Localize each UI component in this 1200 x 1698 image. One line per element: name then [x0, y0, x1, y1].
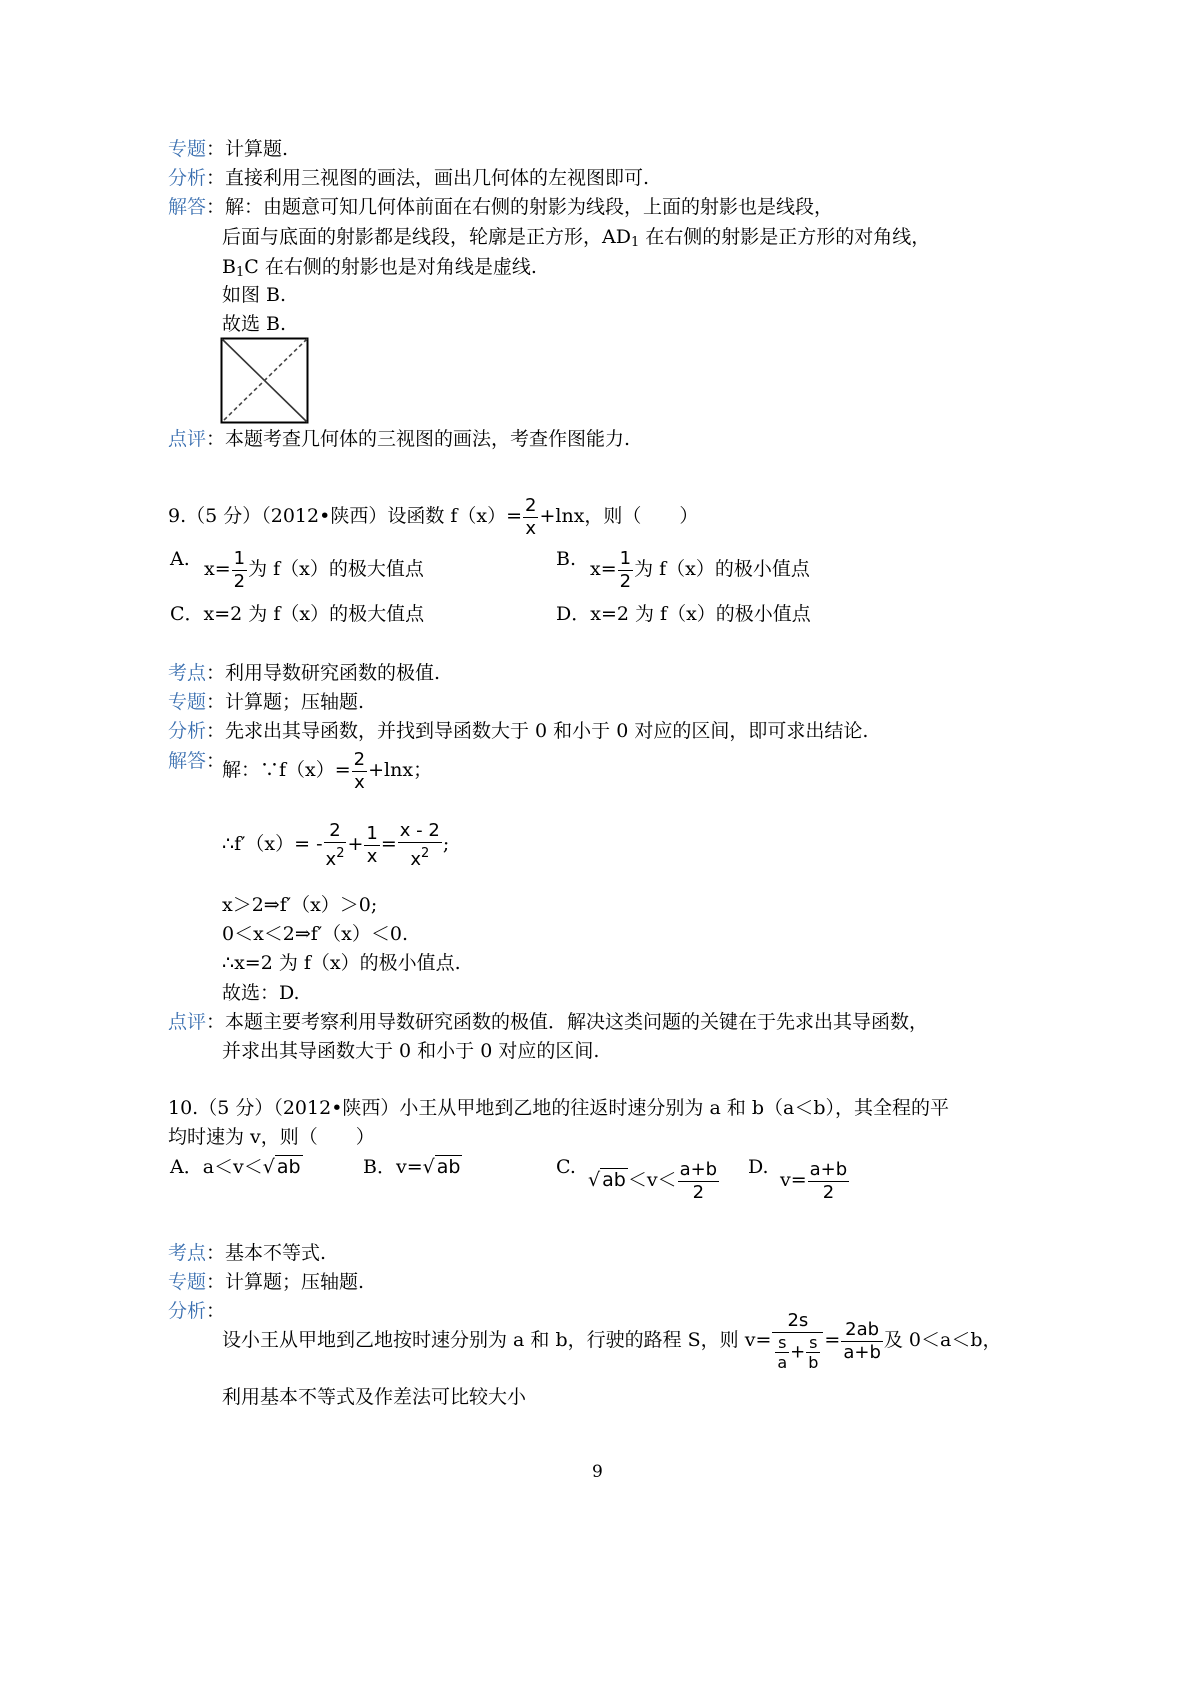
numerator: 2	[329, 819, 341, 841]
denominator: 2	[678, 1181, 720, 1204]
denominator: 2	[808, 1181, 850, 1204]
q9-stem-text: +lnx，则（ ）	[539, 505, 699, 527]
operator: +	[790, 1341, 806, 1363]
numerator: 1	[233, 547, 246, 569]
q10-fenxi-line2: 利用基本不等式及作差法可比较大小	[222, 1386, 527, 1408]
q8-jieda-line5: 故选 B.	[222, 313, 287, 335]
radicand: ab	[276, 1156, 301, 1178]
q9-solution-line1	[222, 744, 432, 796]
fenxi-text: ：直接利用三视图的画法，画出几何体的左视图即可.	[206, 167, 650, 189]
subscript: 1	[630, 235, 640, 250]
q9-option-a	[204, 543, 424, 595]
page-number: 9	[592, 1462, 603, 1482]
fraction	[232, 548, 247, 593]
solution-text: 解：∵f（x）=	[222, 759, 351, 781]
q8-jieda-line1	[168, 194, 833, 220]
denominator-base: x	[410, 848, 421, 870]
zhuanti-label: 专题	[168, 691, 207, 713]
option-text: 为 f（x）的极大值点	[248, 558, 424, 580]
jieda-text: 在右侧的射影是正方形的对角线，	[639, 226, 931, 248]
zhuanti-text: ：计算题.	[206, 138, 289, 160]
q10-option-b	[363, 1154, 462, 1180]
numerator: s	[778, 1333, 787, 1352]
numerator: 1	[619, 547, 632, 569]
denominator	[398, 842, 442, 871]
numerator: 2	[525, 494, 537, 516]
fraction	[523, 495, 538, 540]
jieda-label: 解答	[168, 750, 207, 772]
fraction	[775, 1333, 789, 1372]
dianping-label: 点评	[168, 428, 207, 450]
q9-fenxi-line	[168, 718, 868, 744]
q8-jieda-line4: 如图 B.	[222, 284, 287, 306]
q8-dianping-line	[168, 426, 630, 452]
zhuanti-label: 专题	[168, 1271, 207, 1293]
kaodian-label: 考点	[168, 662, 207, 684]
option-text: 为 f（x）的极小值点	[634, 558, 810, 580]
numerator: 1	[366, 822, 378, 844]
sqrt: √ ab	[422, 1156, 461, 1178]
fenxi-label: 分析	[168, 167, 207, 189]
numerator: a+b	[809, 1158, 848, 1180]
solution-text: ∴f′（x）= -	[222, 833, 323, 855]
kaodian-label: 考点	[168, 1242, 207, 1264]
exponent: 2	[336, 845, 345, 861]
sqrt: √ ab	[588, 1169, 626, 1191]
fenxi-label: 分析	[168, 720, 207, 742]
zhuanti-text: ：计算题；压轴题.	[206, 1271, 365, 1293]
q10-option-c	[588, 1154, 720, 1206]
numerator: 2ab	[845, 1318, 880, 1340]
fenxi-text: ：先求出其导函数，并找到导函数大于 0 和小于 0 对应的区间，即可求出结论.	[206, 720, 869, 742]
q10-stem-line2: 均时速为 v，则（ ）	[168, 1126, 375, 1148]
fraction	[772, 1310, 823, 1372]
fraction	[324, 820, 347, 871]
numerator: s	[809, 1333, 818, 1352]
operator: =	[824, 1329, 841, 1351]
numerator: a+b	[679, 1158, 718, 1180]
jieda-colon: ：	[206, 750, 226, 772]
numerator: x - 2	[399, 819, 440, 841]
fenxi-colon: ：	[206, 1300, 226, 1322]
dianping-text: ：本题主要考察利用导数研究函数的极值．解决这类问题的关键在于先求出其导函数，	[206, 1011, 929, 1033]
jieda-label: 解答	[168, 196, 207, 218]
option-text: A．a＜v＜	[170, 1156, 263, 1178]
option-text: ＜v＜	[627, 1169, 677, 1191]
q8-fenxi-line	[168, 165, 649, 191]
kaodian-text: ：利用导数研究函数的极值.	[206, 662, 441, 684]
option-text: B．v=	[363, 1156, 423, 1178]
fraction	[364, 823, 379, 868]
fraction	[352, 749, 367, 794]
option-text: x=	[590, 558, 617, 580]
q10-option-d-label: D.	[748, 1156, 769, 1178]
jieda-text: C 在右侧的射影也是对角线是虚线.	[244, 256, 537, 278]
denominator: b	[808, 1353, 819, 1372]
fraction	[678, 1159, 720, 1204]
denominator	[772, 1332, 823, 1372]
operator: =	[380, 833, 397, 855]
q8-zhuanti-line	[168, 136, 288, 162]
fraction	[398, 820, 442, 871]
denominator	[324, 842, 347, 871]
q9-option-b-label: B.	[556, 548, 577, 570]
option-text: x=	[204, 558, 231, 580]
radicand: ab	[602, 1169, 626, 1191]
denominator: a+b	[843, 1341, 881, 1363]
q9-stem	[168, 490, 698, 542]
q10-kaodian-line	[168, 1240, 326, 1266]
q10-fenxi-line1	[222, 1300, 1002, 1380]
q10-stem-line1: 10.（5 分）（2012•陕西）小王从甲地到乙地的往返时速分别为 a 和 b（a＜b），其全程的平	[168, 1097, 950, 1119]
q8-jieda-line2	[222, 224, 930, 256]
fraction	[806, 1333, 820, 1372]
denominator: a	[777, 1353, 788, 1372]
left-view-figure	[220, 337, 309, 424]
fenxi-text: 设小王从甲地到乙地按时速分别为 a 和 b，行驶的路程 S，则 v=	[222, 1329, 772, 1351]
solution-text: +lnx；	[368, 759, 433, 781]
denominator: x	[364, 845, 379, 868]
fraction	[841, 1319, 883, 1364]
q10-option-a	[170, 1154, 303, 1180]
q10-option-c-label: C.	[556, 1156, 576, 1178]
q10-zhuanti-line	[168, 1269, 364, 1295]
operator: +	[347, 833, 364, 855]
exponent: 2	[420, 845, 430, 861]
fraction	[618, 548, 633, 593]
q9-kaodian-line	[168, 660, 440, 686]
q9-solution-line2	[222, 816, 449, 872]
q10-option-d	[780, 1154, 850, 1206]
q9-solution-line3: x＞2⇒f′（x）＞0;	[222, 894, 378, 916]
sqrt: √ ab	[262, 1156, 301, 1178]
dianping-text: ：本题考查几何体的三视图的画法，考查作图能力.	[206, 428, 631, 450]
denominator: x	[352, 771, 367, 794]
option-text: v=	[780, 1169, 807, 1191]
fenxi-label: 分析	[168, 1300, 207, 1322]
numerator: 2s	[787, 1310, 809, 1331]
q9-zhuanti-line	[168, 689, 364, 715]
denominator-base: x	[325, 848, 337, 870]
denominator: x	[523, 517, 538, 540]
q9-dianping-line1	[168, 1009, 928, 1035]
subscript: 1	[235, 265, 245, 280]
q9-jieda-label-line	[168, 748, 225, 774]
q9-option-a-label: A.	[170, 548, 190, 570]
q9-solution-line6: 故选：D.	[222, 982, 300, 1004]
q9-dianping-line2: 并求出其导函数大于 0 和小于 0 对应的区间.	[222, 1040, 600, 1062]
q9-option-c: C．x=2 为 f（x）的极大值点	[170, 603, 425, 625]
q9-option-b	[590, 543, 810, 595]
q9-solution-line4: 0＜x＜2⇒f′（x）＜0.	[222, 923, 409, 945]
radicand: ab	[436, 1156, 461, 1178]
fenxi-text: 及 0＜a＜b，	[883, 1329, 1002, 1351]
numerator: 2	[353, 748, 366, 770]
jieda-text: ：解：由题意可知几何体前面在右侧的射影为线段，上面的射影也是线段，	[206, 196, 834, 218]
solution-text: ;	[442, 833, 450, 855]
q9-option-d: D．x=2 为 f（x）的极小值点	[556, 603, 811, 625]
q10-fenxi-label-line	[168, 1298, 225, 1324]
jieda-text: B	[222, 256, 236, 278]
q9-solution-line5: ∴x=2 为 f（x）的极小值点.	[222, 952, 461, 974]
zhuanti-label: 专题	[168, 138, 207, 160]
q9-stem-text: 9.（5 分）（2012•陕西）设函数 f（x）=	[168, 505, 523, 527]
fraction	[808, 1159, 850, 1204]
denominator: 2	[233, 570, 246, 592]
dianping-label: 点评	[168, 1011, 207, 1033]
zhuanti-text: ：计算题；压轴题.	[206, 691, 365, 713]
jieda-text: 后面与底面的射影都是线段，轮廓是正方形，AD	[222, 226, 631, 248]
kaodian-text: ：基本不等式.	[206, 1242, 327, 1264]
denominator: 2	[619, 570, 632, 592]
